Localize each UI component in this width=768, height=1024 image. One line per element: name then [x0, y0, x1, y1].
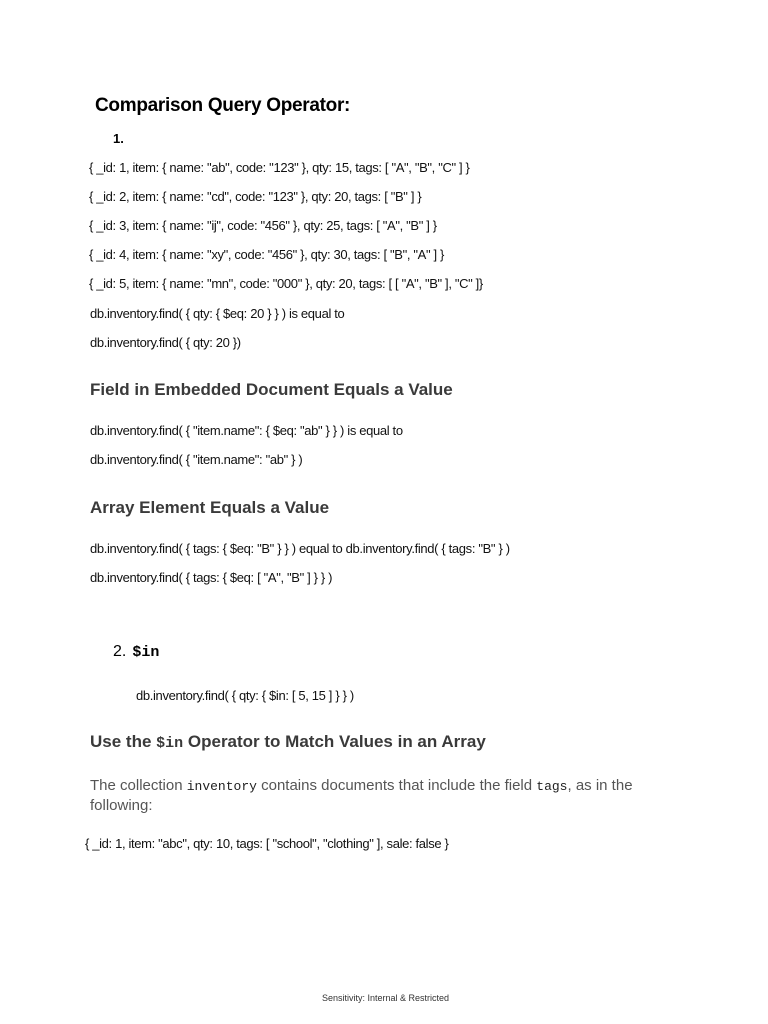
document-line-2: { _id: 2, item: { name: "cd", code: "123" }, qty: 20, tags: [ "B" ] } [89, 189, 422, 204]
in-heading-suffix: Operator to Match Values in an Array [183, 732, 486, 751]
array-query-1: db.inventory.find( { tags: { $eq: "B" } } ) equal to db.inventory.find( { tags: "B" } ) [90, 541, 510, 556]
embedded-query-simple: db.inventory.find( { "item.name": "ab" } ) [90, 452, 303, 467]
list-number-2: 2. [113, 643, 127, 660]
in-heading-code: $in [156, 735, 184, 752]
query-simple-line: db.inventory.find( { qty: 20 }) [90, 335, 241, 350]
query-eq-line: db.inventory.find( { qty: { $eq: 20 } } ) is equal to [90, 306, 345, 321]
para-code-tags: tags [536, 779, 568, 794]
array-query-2: db.inventory.find( { tags: { $eq: [ "A", "B" ] } } ) [90, 570, 333, 585]
in-query-line: db.inventory.find( { qty: { $in: [ 5, 15 ] } } ) [136, 688, 354, 703]
list-item-2 [113, 643, 159, 661]
document-line-5: { _id: 5, item: { name: "mn", code: "000" }, qty: 20, tags: [ [ "A", "B" ], "C" ]} [89, 276, 483, 291]
para-text-1: The collection [90, 777, 187, 794]
para-text-3: , as in the following: [90, 777, 633, 814]
example-document-line: { _id: 1, item: "abc", qty: 10, tags: [ "school", "clothing" ], sale: false } [85, 836, 449, 851]
para-code-inventory: inventory [186, 779, 257, 794]
embedded-query-eq: db.inventory.find( { "item.name": { $eq: "ab" } } ) is equal to [90, 423, 403, 438]
document-line-1: { _id: 1, item: { name: "ab", code: "123" }, qty: 15, tags: [ "A", "B", "C" ] } [89, 160, 470, 175]
list-number-1: 1. [113, 131, 124, 146]
collection-paragraph [90, 776, 680, 815]
para-text-2: contains documents that include the field [256, 777, 537, 794]
in-operator-label: $in [132, 644, 160, 661]
in-operator-heading [90, 732, 486, 752]
document-line-4: { _id: 4, item: { name: "xy", code: "456" }, qty: 30, tags: [ "B", "A" ] } [89, 247, 444, 262]
in-heading-prefix: Use the [90, 732, 157, 751]
array-heading: Array Element Equals a Value [90, 498, 330, 517]
page-title: Comparison Query Operator: [95, 95, 351, 116]
sensitivity-footer: Sensitivity: Internal & Restricted [322, 993, 450, 1003]
embedded-heading: Field in Embedded Document Equals a Value [90, 380, 453, 399]
document-line-3: { _id: 3, item: { name: "ij", code: "456" }, qty: 25, tags: [ "A", "B" ] } [89, 218, 437, 233]
